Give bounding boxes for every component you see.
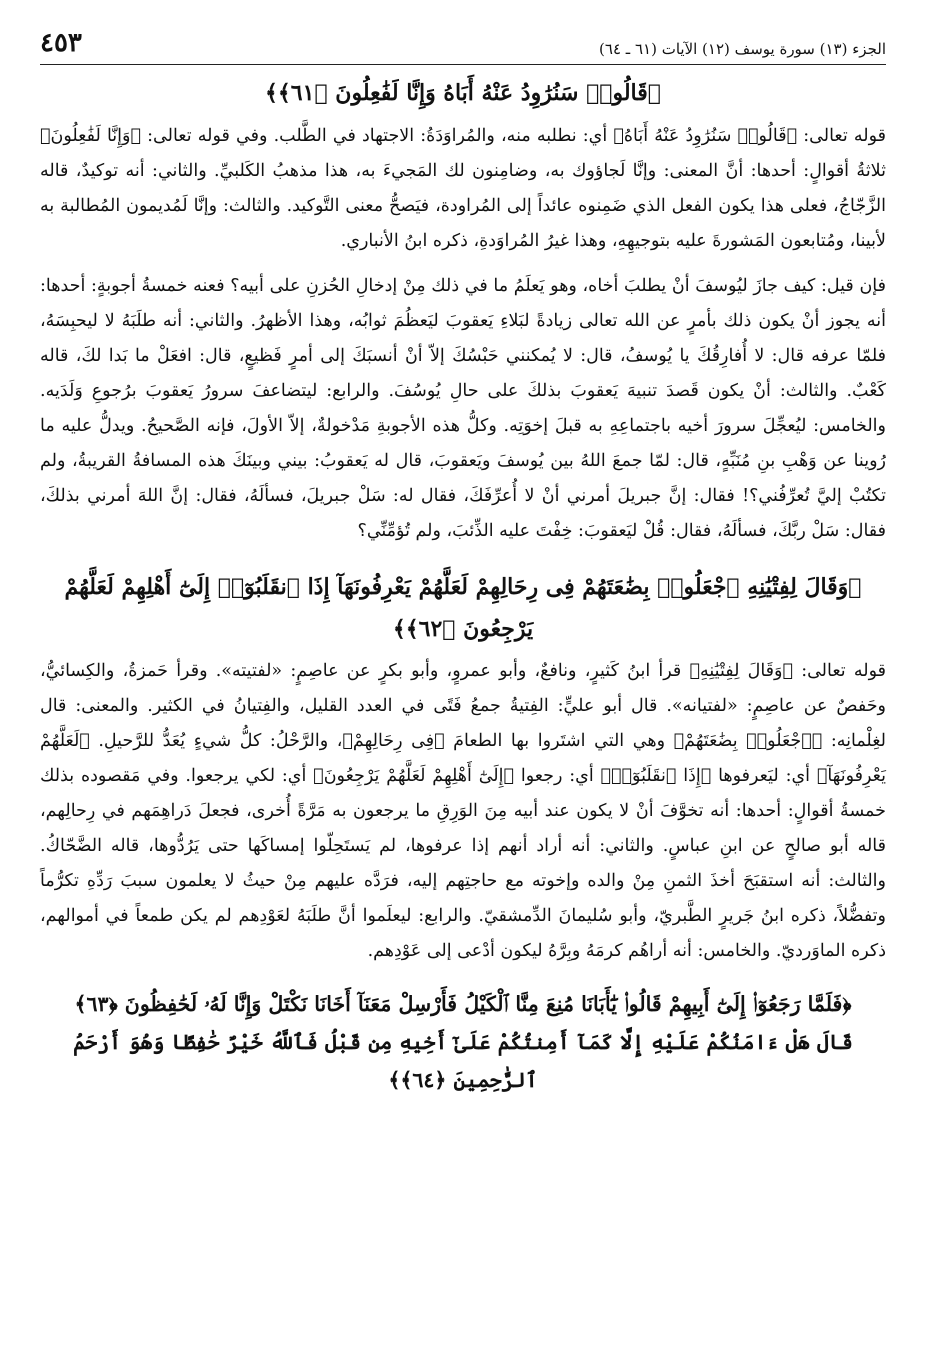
verse-63: ﴿فَلَمَّا رَجَعُوٓا۟ إِلَىٰٓ أَبِيهِمْ قَالُوا۟ يَٰٓأَبَانَا مُنِعَ مِنَّا ٱلْكَيْلُ فَأَرْسِلْ مَعَنَآ أَخَانَا نَكْتَلْ وَإِنَّا لَهُۥ لَحَٰفِظُونَ ﴿٦٣﴾ bbox=[74, 992, 852, 1017]
commentary-61-paragraph-1: قوله تعالى: ﴿قَالُوا۟ سَنُرَٰوِدُ عَنْهُ أَبَاهُ﴾ أي: نطلبه منه، والمُراوَدَةُ: الاجتهاد في الطَّلب. وفي قوله تعالى: ﴿وَإِنَّا لَفَٰعِلُونَ﴾ ثلاثةُ أقوالٍ: أحدها: أنَّ المعنى: وإنَّا لَجاؤوك به، وضامِنون لك المَجيءَ به، هذا مذهبُ الكَلبيِّ. والثاني: أنه توكيدٌ، قاله الزَّجّاجُ، فعلى هذا يكون الفعل الذي ضَمِنوه عائداً إلى المُراودة، فيَصحُّ معنى التَّوكيد. والثالث: وإنَّا لَمُديمون المُطالبة به لأبينا، ومُتابعون المَشورةَ عليه بتوجيهِهِ، وهذا غيرُ المُراوَدةِ، ذكره ابنُ الأنباري. bbox=[40, 125, 886, 251]
running-header bbox=[40, 28, 886, 65]
verse-61: ﴿قَالُوا۟ سَنُرَٰوِدُ عَنْهُ أَبَاهُ وَإِنَّا لَفَٰعِلُونَ ﴿٦١﴾﴾ bbox=[265, 80, 661, 106]
verse-64: قَالَ هَلْ ءَامَنُكُمْ عَلَيْهِ إِلَّا كَمَآ أَمِنتُكُمْ عَلَىٰٓ أَخِيهِ مِن قَبْلُ فَٱللَّهُ خَيْرٌ حَٰفِظًا وَهُوَ أَرْحَمُ ٱلرَّٰحِمِينَ ﴿٦٤﴾﴾ bbox=[73, 1030, 853, 1093]
verse-62: ﴿وَقَالَ لِفِتْيَٰنِهِ ٱجْعَلُوا۟ بِضَٰعَتَهُمْ فِى رِحَالِهِمْ لَعَلَّهُمْ يَعْرِفُونَهَآ إِذَا ٱنقَلَبُوٓا۟ إِلَىٰٓ أَهْلِهِمْ لَعَلَّهُمْ يَرْجِعُونَ ﴿٦٢﴾﴾ bbox=[64, 573, 862, 642]
commentary-62-paragraph: قوله تعالى: ﴿وَقَالَ لِفِتْيَٰنِهِ﴾ قرأ ابنُ كَثيرٍ، ونافعٌ، وأبو عمروٍ، وأبو بكرٍ عن عاصِمٍ: «لفتيته». وقرأ حَمزةُ، والكِسائيُّ، وحَفصٌ عن عاصِمٍ: «لفتيانه». قال أبو عليٍّ: الفِتيةُ جمعُ فَتًى في العدد القليل، والفِتيانُ في الكثير. والمعنى: قال لغِلْمانِه: ﴿ٱجْعَلُوا۟ بِضَٰعَتَهُمْ﴾ وهي التي اشتَروا بها الطعامَ ﴿فِى رِحَالِهِمْ﴾، والرَّحْلُ: كلُّ شيءٍ يُعَدُّ للرَّحيلِ. ﴿لَعَلَّهُمْ يَعْرِفُونَهَآ﴾ أي: ليَعرفوها ﴿إِذَا ٱنقَلَبُوٓا۟﴾ أي: رجعوا ﴿إِلَىٰٓ أَهْلِهِمْ لَعَلَّهُمْ يَرْجِعُونَ﴾ أي: لكي يرجعوا. وفي مَقصوده بذلك خمسةُ أقوالٍ: أحدها: أنه تخوَّفَ أنْ لا يكون عند أبيه مِنَ الوَرِقِ ما يرجعون به مَرَّةً أُخرى، فجعلَ دَراهِمَهم في رِحالِهم، قاله أبو صالحٍ عن ابنِ عباسٍ. والثاني: أنه أراد أنهم إذا عرفوها، لم يَستَحِلّوا إمساكَها حتى يَرُدُّوها، قاله الضَّحّاكُ. والثالث: أنه استقبَحَ أخذَ الثمنِ مِنْ والده وإخوته مع حاجتِهم إليه، فرَدَّه عليهم مِنْ حيثُ لا يعلمون سببَ رَدِّهِ تكرُّماً وتفضُّلاً، ذكره ابنُ جَريرٍ الطَّبريّ، وأبو سُليمانَ الدِّمشقيّ. والرابع: ليعلَموا أنَّ طلَبَهُ لعَوْدِهم لم يكن طمعاً في أموالهم، ذكره الماوَرديّ. والخامس: أنه أراهُم كرمَهُ وبِرَّهُ ليكون أدْعى إلى عَوْدِهم. bbox=[40, 661, 886, 962]
closing-verses bbox=[40, 985, 886, 1099]
page-number: ٤٥٣ bbox=[40, 28, 82, 58]
running-head-title: الجزء (١٣) سورة يوسف (١٢) الآيات (٦١ ـ ٦٤) bbox=[599, 40, 886, 58]
commentary-61-paragraph-2: فإن قيل: كيف جازَ ليُوسفَ أنْ يطلبَ أخاه، وهو يَعلَمُ ما في ذلك مِنْ إدخالِ الحُزنِ على أبيه؟ فعنه خمسةُ أجوبةٍ: أحدها: أنه يجوز أنْ يكون ذلك بأمرٍ عن الله تعالى زيادةً لبَلاءِ يَعقوبَ ليَعظُمَ ثوابُه، وهذا الأظهرُ. والثاني: أنه طلَبَهُ لا ليحبِسَهُ، فلمّا عرفه قال: لا أُفارِقُكَ يا يُوسفُ، قال: لا يُمكنني حَبْسُكَ إلاّ أنْ أنسبَكَ إلى أمرٍ فَظيعٍ، قال: افعَلْ ما بَدا لكَ، قاله كَعْبٌ. والثالث: أنْ يكون قَصدَ تنبيهَ يَعقوبَ بذلكَ على حالِ يُوسُفَ. والرابع: ليتضاعفَ سرورُ يَعقوبَ برُجوعِ وَلَدَيه. والخامس: ليُعجِّلَ سرورَ أخيه باجتماعِهِ به قبلَ إخوَتِه. وكلُّ هذه الأجوبةِ مَدْخولةٌ، إلاّ الأولَ، فإنه الصَّحيحُ. ويدلُّ عليه ما رُوينا عن وَهْبِ بنِ مُنَبِّهٍ، قال: لمّا جمعَ اللهُ بين يُوسفَ ويَعقوبَ، قال له يَعقوبُ: بيني وبينَكَ هذه المسافةُ القريبةُ، ولم تكتُبْ إليَّ تُعرِّفُني؟! فقال: إنَّ جبريلَ أمرني أنْ لا أُعرِّفَكَ، فقال له: سَلْ جبريلَ، فسألَهُ، فقال: إنَّ اللهَ أمرني بذلكَ، فقال: سَلْ ربَّكَ، فسألَهُ، فقال: قُلْ ليَعقوبَ: خِفْتَ عليه الذِّئبَ، ولم تُؤمِّنِّي؟ bbox=[40, 275, 886, 541]
